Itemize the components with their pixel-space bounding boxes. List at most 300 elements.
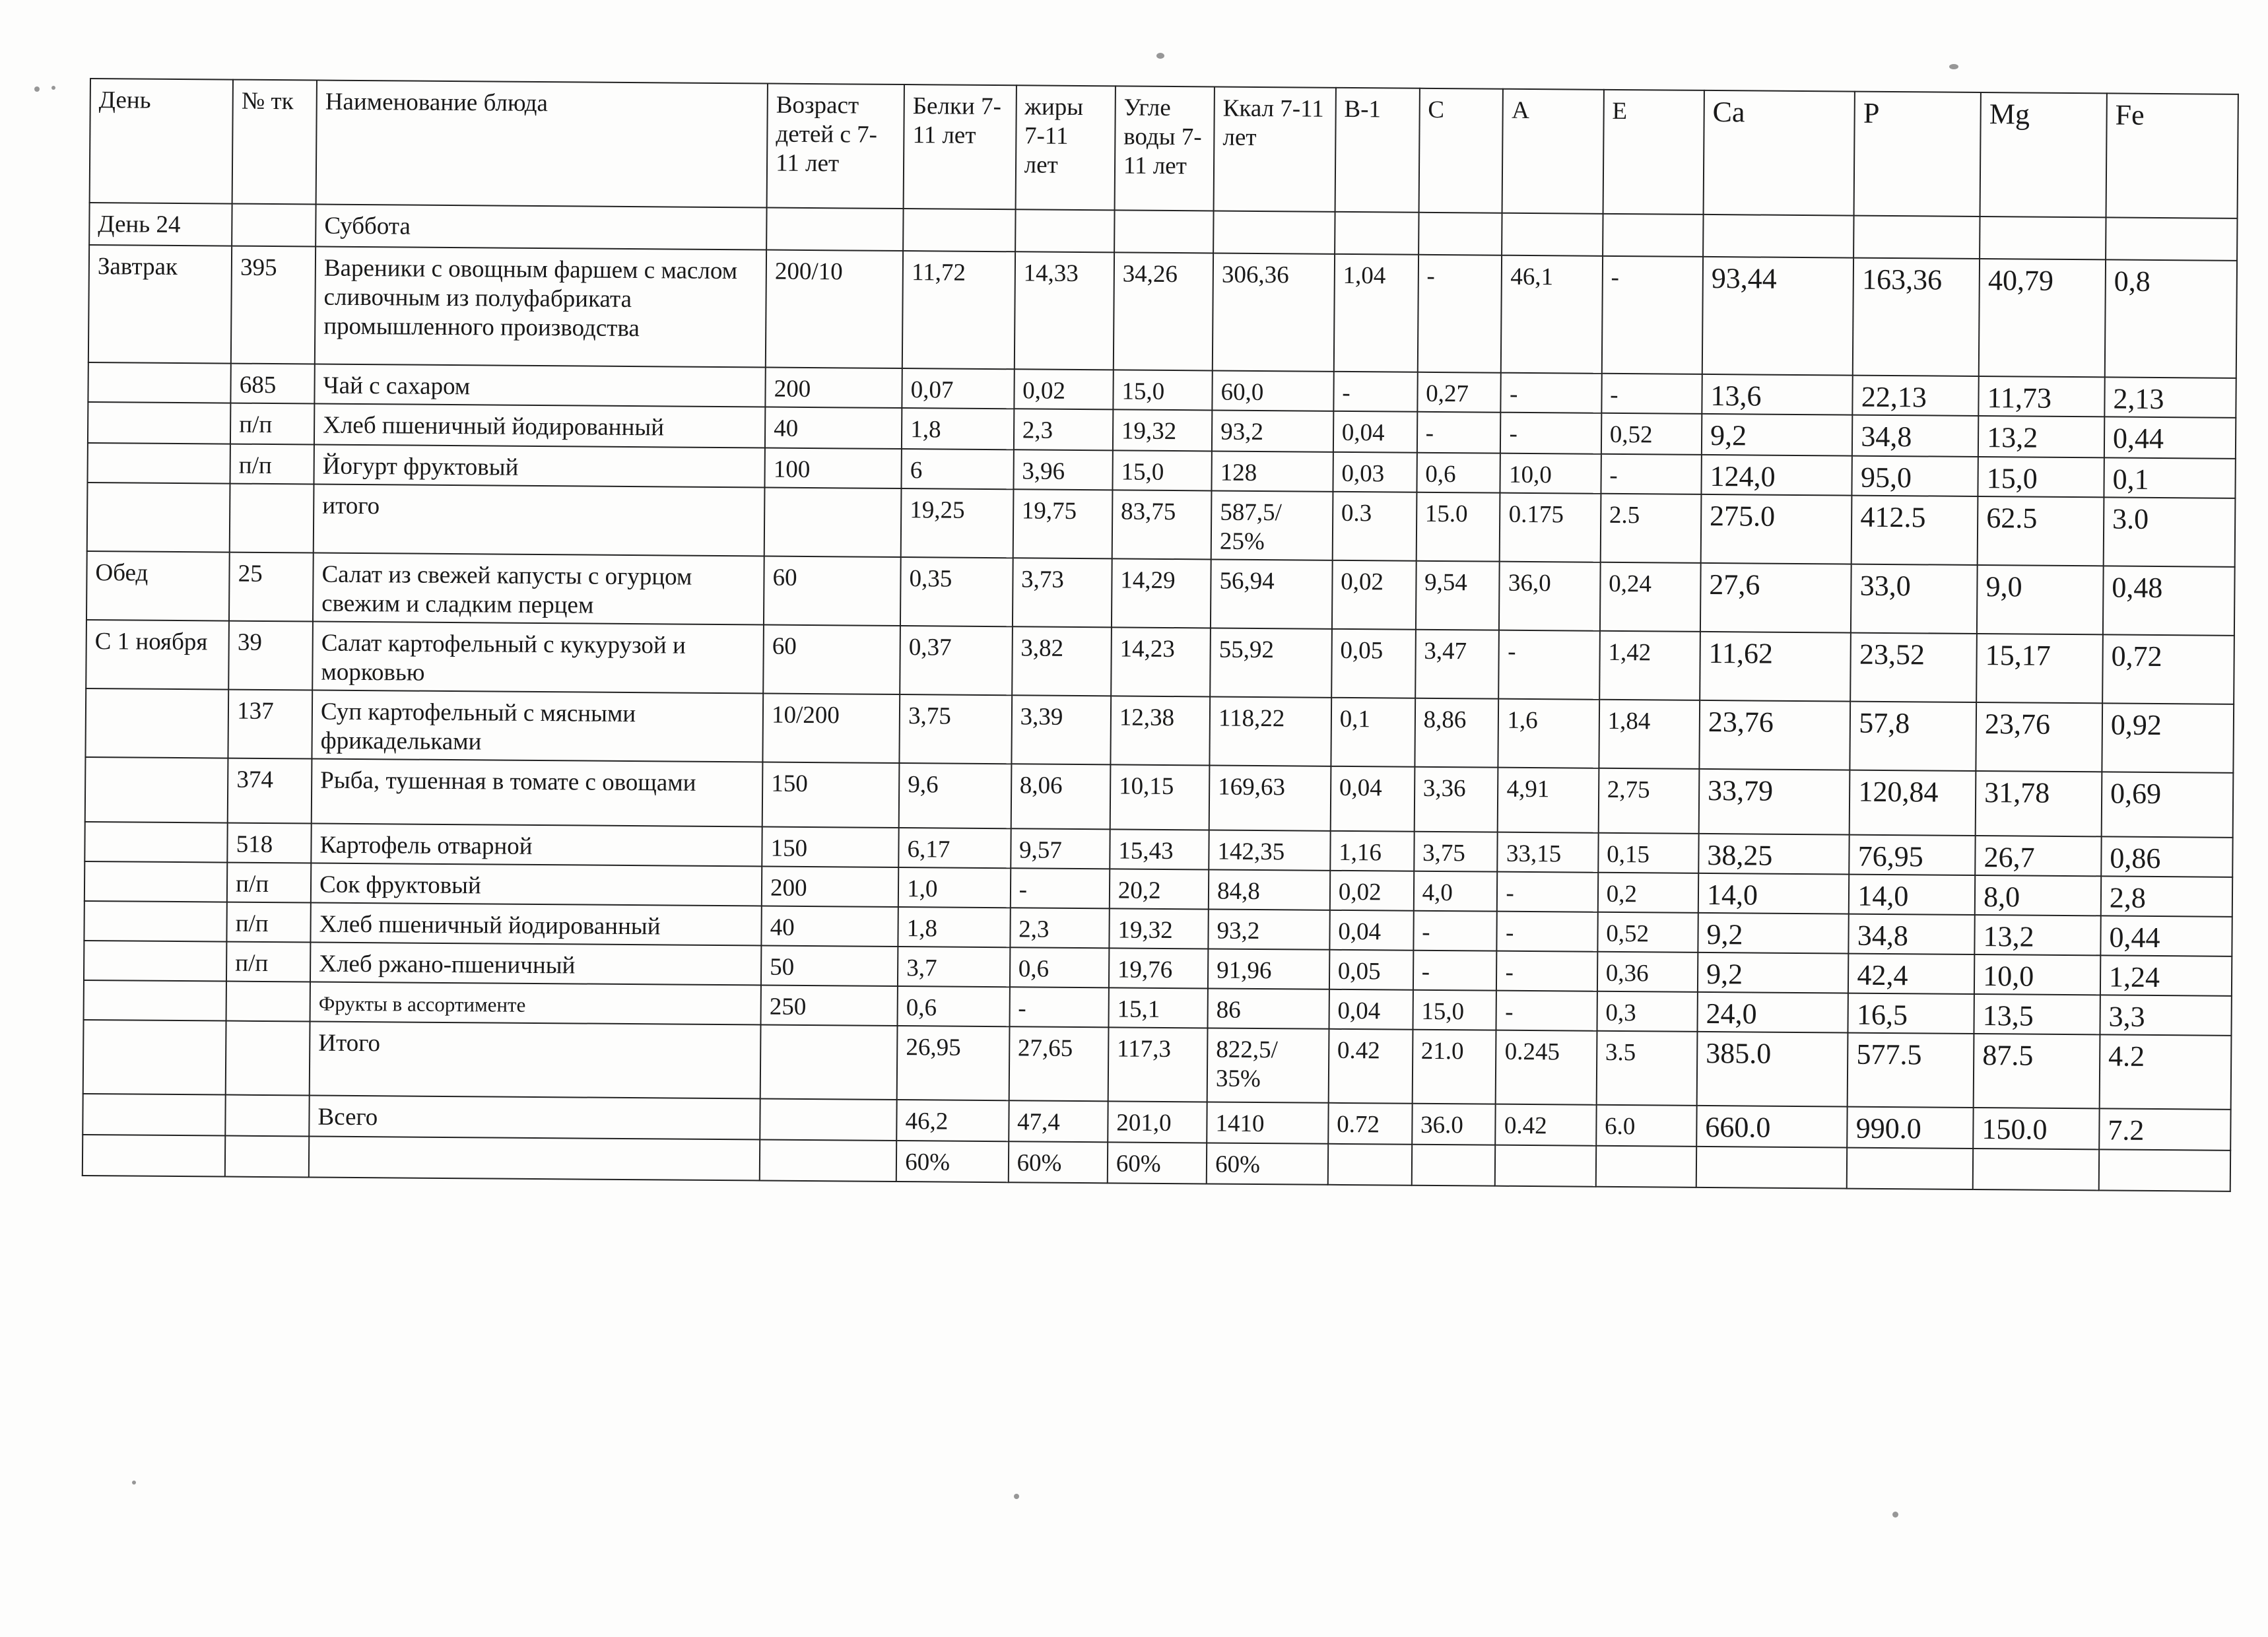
table-cell: 23,52 [1850, 633, 1977, 702]
table-cell: - [1601, 454, 1702, 494]
table-cell: 1,6 [1498, 699, 1599, 768]
table-cell: - [1333, 372, 1417, 412]
table-cell: 91,96 [1208, 949, 1329, 989]
table-cell: 6 [902, 449, 1014, 489]
table-cell: 0,69 [2102, 772, 2234, 837]
table-cell [760, 1024, 898, 1100]
header-cell: Белки 7-11 лет [904, 84, 1017, 209]
table-cell: 577.5 [1848, 1033, 1974, 1108]
table-cell: 9,57 [1011, 828, 1110, 869]
table-cell: 0,02 [1332, 560, 1417, 630]
table-cell: 14,23 [1111, 627, 1211, 696]
table-cell: 27,6 [1700, 563, 1851, 633]
table-cell: Хлеб ржано-пшеничный [310, 942, 761, 985]
table-cell: 124,0 [1701, 455, 1852, 496]
table-cell: 50 [761, 945, 898, 986]
table-cell: 46,2 [896, 1100, 1009, 1141]
header-cell: Возраст детей с 7-11 лет [767, 84, 904, 209]
table-row [88, 245, 2237, 378]
table-cell: 40,79 [1979, 259, 2106, 377]
table-cell: 1,16 [1330, 831, 1414, 871]
table-cell: 9,2 [1698, 952, 1849, 993]
table-cell: 60,0 [1212, 370, 1333, 411]
table-cell [1603, 214, 1704, 257]
table-cell: 3,75 [1414, 832, 1498, 872]
table-cell: 19,32 [1113, 409, 1213, 451]
table-cell [88, 443, 231, 484]
header-row [90, 79, 2238, 218]
table-cell [226, 1021, 310, 1096]
table-cell [85, 757, 228, 823]
table-cell: 0,92 [2102, 703, 2234, 772]
table-cell: - [1499, 630, 1600, 700]
table-cell: 8,0 [1975, 875, 2101, 916]
table-cell: 3,39 [1011, 695, 1111, 764]
table-cell [230, 484, 314, 553]
header-cell: № тк [232, 80, 317, 205]
table-cell: 34,8 [1852, 415, 1978, 457]
table-cell: 19,76 [1109, 948, 1209, 988]
header-cell: Ккал 7-11 лет [1214, 86, 1336, 211]
table-cell: 1,42 [1599, 631, 1700, 700]
table-cell: 46,1 [1501, 255, 1603, 374]
table-cell: 0,52 [1601, 413, 1702, 455]
table-cell [84, 861, 228, 902]
table-cell: 9,2 [1702, 414, 1853, 456]
table-cell [226, 982, 310, 1022]
table-cell: 0,2 [1598, 873, 1699, 913]
table-cell: 84,8 [1209, 869, 1330, 910]
table-cell: 40 [762, 906, 898, 947]
table-cell: 7.2 [2099, 1108, 2231, 1150]
table-cell: 0,02 [1014, 369, 1114, 409]
table-cell: Вареники с овощным фаршем с маслом сливочным из полуфабриката промышленного производства [315, 247, 766, 368]
table-cell: 33,0 [1851, 564, 1978, 634]
table-cell: 83,75 [1112, 490, 1212, 559]
table-cell: п/п [227, 863, 311, 903]
table-cell: 62.5 [1978, 496, 2104, 566]
table-cell: С 1 ноября [86, 620, 229, 690]
header-cell: День [90, 79, 234, 204]
table-cell: 3,7 [898, 947, 1010, 987]
header-cell: Наименование блюда [316, 81, 768, 208]
table-cell: 0.3 [1332, 492, 1417, 561]
table-cell: 4,0 [1413, 871, 1497, 912]
table-cell: Йогурт фруктовый [314, 445, 765, 488]
table-cell: 19,25 [901, 488, 1013, 558]
table-cell: 15,17 [1976, 634, 2103, 703]
table-cell: 1,0 [898, 867, 1011, 908]
table-cell: 15,1 [1108, 987, 1208, 1028]
table-cell: 15,0 [1413, 990, 1496, 1030]
table-cell: 15.0 [1416, 492, 1500, 562]
table-cell: 0,44 [2100, 916, 2232, 956]
table-cell [84, 901, 227, 942]
table-cell [1980, 217, 2106, 259]
table-cell: 163,36 [1853, 258, 1980, 376]
table-cell: 4.2 [2100, 1034, 2232, 1109]
table-cell: 200 [765, 368, 902, 409]
table-cell: 57,8 [1850, 702, 1977, 771]
table-cell: 12,38 [1110, 696, 1210, 765]
table-cell [1847, 1148, 1973, 1189]
table-cell: 0,15 [1598, 833, 1699, 873]
table-cell: - [1496, 991, 1597, 1031]
table-cell: 150 [762, 762, 900, 828]
table-cell: итого [314, 484, 765, 556]
table-cell: 2,8 [2101, 876, 2232, 916]
table-cell: 56,94 [1211, 559, 1332, 628]
table-cell: Картофель отварной [311, 823, 762, 866]
table-cell: 1410 [1207, 1102, 1328, 1143]
table-cell: 11,73 [1978, 376, 2104, 417]
header-cell: жиры 7-11 лет [1015, 85, 1116, 210]
table-cell: Хлеб пшеничный йодированный [310, 902, 761, 945]
table-cell [1703, 215, 1854, 258]
table-cell: 150.0 [1973, 1108, 2099, 1149]
table-cell [225, 1095, 309, 1137]
table-cell: 19,32 [1109, 908, 1209, 949]
table-cell: 0,44 [2104, 417, 2236, 458]
table-cell: 412.5 [1851, 496, 1978, 565]
table-cell: 0,3 [1597, 991, 1698, 1032]
table-cell: 10,0 [1974, 954, 2100, 995]
table-cell [1853, 216, 1980, 259]
table-cell: 95,0 [1852, 456, 1978, 496]
scan-speck [1014, 1494, 1019, 1499]
table-cell: 16,5 [1848, 993, 1974, 1034]
table-cell: 2,13 [2104, 377, 2236, 417]
table-cell: 13,6 [1702, 374, 1853, 415]
table-cell: 142,35 [1209, 830, 1330, 870]
table-cell: 36,0 [1499, 562, 1600, 631]
table-cell [83, 1094, 226, 1136]
table-cell: 9,6 [899, 763, 1011, 828]
table-cell: 0,35 [900, 557, 1013, 626]
header-cell: В-1 [1335, 88, 1419, 213]
table-cell: 60% [1008, 1141, 1108, 1183]
table-cell: 1,8 [898, 907, 1011, 947]
table-cell: - [1009, 987, 1109, 1027]
table-cell: 2,75 [1598, 768, 1699, 834]
table-cell: 587,5/ 25% [1211, 490, 1333, 560]
table-cell: 2.5 [1600, 494, 1701, 563]
table-cell: 6,17 [898, 828, 1011, 868]
table-cell: 0,86 [2101, 836, 2232, 877]
table-cell: 39 [228, 621, 313, 690]
table-cell: - [1413, 951, 1497, 991]
table-cell: 0,8 [2105, 259, 2237, 378]
table-cell: 93,2 [1208, 909, 1329, 949]
table-cell: 42,4 [1848, 954, 1974, 994]
table-cell [1114, 210, 1214, 253]
header-cell: Р [1854, 92, 1981, 217]
table-cell: 87.5 [1974, 1034, 2100, 1108]
table-cell: 169,63 [1209, 765, 1331, 830]
table-cell [309, 1136, 760, 1180]
table-cell: 60% [896, 1141, 1009, 1182]
table-cell [84, 822, 228, 863]
table-cell: - [1500, 413, 1601, 454]
table-cell: 0,04 [1329, 910, 1413, 951]
table-cell: 0,48 [2103, 566, 2235, 635]
table-cell: 374 [228, 758, 312, 824]
table-cell: 0.175 [1500, 493, 1601, 562]
table-cell: - [1417, 412, 1501, 453]
table-cell: 20,2 [1110, 869, 1209, 909]
table-cell: 40 [765, 407, 902, 450]
table-cell: Фрукты в ассортименте [310, 982, 761, 1024]
table-cell: 0.72 [1328, 1103, 1412, 1145]
table-cell: 118,22 [1209, 696, 1331, 766]
table-cell: 518 [227, 823, 311, 863]
table-cell: - [1413, 911, 1497, 951]
table-cell [88, 362, 231, 403]
table-cell: 128 [1212, 451, 1333, 491]
table-cell: Суп картофельный с мясными фрикадельками [312, 690, 763, 762]
table-cell: 3,73 [1013, 558, 1112, 627]
table-cell: 33,79 [1699, 769, 1850, 835]
table-cell: 9,0 [1977, 565, 2104, 634]
table-cell: 2,3 [1014, 409, 1114, 450]
table-cell: День 24 [89, 203, 232, 246]
header-cell: Mg [1980, 92, 2107, 217]
table-cell: 1,8 [902, 408, 1014, 450]
table-cell: Суббота [316, 205, 767, 250]
table-cell: 200/10 [766, 250, 903, 369]
table-cell: 13,2 [1974, 915, 2100, 955]
table-cell [1411, 1145, 1495, 1186]
table-cell: п/п [226, 942, 310, 982]
table-cell: 100 [765, 448, 902, 489]
scan-speck [1892, 1512, 1898, 1518]
table-cell [1495, 1145, 1596, 1187]
table-cell: 395 [231, 246, 316, 364]
table-cell: 150 [762, 826, 898, 867]
table-cell: 306,36 [1213, 253, 1335, 371]
table-cell: 9,2 [1698, 913, 1849, 954]
table-cell: - [1601, 256, 1703, 374]
table-cell [225, 1136, 309, 1178]
table-cell: 0,04 [1329, 989, 1413, 1030]
table-cell [1335, 212, 1418, 255]
table-cell: 0,07 [902, 368, 1015, 409]
table-cell: 11,62 [1700, 632, 1851, 702]
table-cell: 0,02 [1330, 871, 1414, 911]
table-cell: 93,2 [1212, 410, 1333, 451]
table-cell: Хлеб пшеничный йодированный [314, 404, 765, 448]
table-cell: 26,7 [1975, 836, 2101, 876]
header-cell: А [1502, 89, 1604, 214]
table-cell: Обед [86, 551, 230, 621]
table-cell: 0,27 [1417, 372, 1501, 413]
table-cell: 11,72 [902, 251, 1015, 369]
table-cell: 201,0 [1108, 1101, 1207, 1143]
table-cell: 33,15 [1498, 832, 1599, 873]
table-cell: 10/200 [763, 694, 900, 764]
table-cell: 13,5 [1974, 994, 2100, 1034]
table-cell: 76,95 [1850, 835, 1976, 875]
table-cell [766, 208, 904, 251]
header-cell: Са [1704, 90, 1855, 216]
table-cell [1502, 213, 1603, 256]
table-cell: 0.42 [1328, 1029, 1413, 1104]
table-cell: 34,26 [1114, 252, 1214, 370]
table-cell: 0,36 [1597, 952, 1698, 992]
table-cell [2106, 217, 2238, 260]
table-cell: 3,36 [1414, 767, 1498, 832]
scan-speck [1156, 53, 1164, 59]
table-cell: 0,6 [898, 986, 1010, 1026]
table-cell [903, 209, 1015, 251]
table-cell [2099, 1149, 2231, 1191]
table-cell: 990.0 [1848, 1107, 1974, 1149]
table-cell: - [1497, 912, 1598, 952]
table-cell: 385.0 [1697, 1032, 1848, 1107]
table-cell: 86 [1208, 988, 1329, 1028]
table-cell: 275.0 [1701, 494, 1852, 564]
table-cell: 23,76 [1699, 700, 1850, 770]
nutrition-table [82, 78, 2239, 1192]
table-cell: 200 [762, 866, 898, 907]
scan-speck [132, 1481, 136, 1485]
table-cell: 22,13 [1853, 376, 1979, 416]
table-cell [84, 980, 227, 1021]
table-cell [764, 488, 902, 558]
table-cell: Салат из свежей капусты с огурцом свежим и сладким перцем [313, 553, 764, 625]
table-cell: 60 [763, 625, 900, 695]
table-cell: 47,4 [1009, 1100, 1108, 1142]
table-cell: - [1497, 872, 1598, 912]
table-cell: 36.0 [1412, 1104, 1496, 1145]
table-cell: - [1417, 255, 1502, 373]
table-cell [1973, 1149, 2099, 1190]
table-cell: 0,03 [1333, 452, 1417, 492]
header-cell: С [1418, 88, 1503, 213]
table-cell [232, 204, 316, 247]
table-cell: - [1601, 374, 1702, 414]
table-cell [1213, 211, 1335, 253]
table-cell: 1,04 [1334, 254, 1418, 372]
table-cell: 14,0 [1849, 875, 1975, 915]
scan-speck [51, 86, 55, 90]
table-cell: Чай с сахаром [314, 364, 765, 407]
table-cell: 14,29 [1112, 558, 1211, 628]
table-cell [85, 688, 228, 758]
table-cell: 0,6 [1010, 947, 1110, 987]
table-cell: 660.0 [1696, 1106, 1848, 1148]
header-cell: Е [1603, 90, 1704, 215]
table-cell: Рыба, тушенная в томате с овощами [312, 758, 763, 826]
table-cell: 21.0 [1412, 1030, 1496, 1104]
table-cell: 120,84 [1850, 770, 1976, 836]
table-cell [1418, 213, 1502, 255]
table-cell: 60% [1108, 1142, 1207, 1184]
table-cell: 93,44 [1702, 257, 1854, 376]
table-cell: 26,95 [897, 1026, 1009, 1100]
table-cell: 10,0 [1500, 453, 1601, 494]
table-cell: Завтрак [88, 245, 232, 364]
table-cell [1595, 1146, 1696, 1187]
table-cell: Итого [310, 1021, 761, 1098]
table-cell: 15,0 [1113, 370, 1213, 410]
table-cell: 3,82 [1012, 626, 1112, 696]
table-cell: 23,76 [1976, 702, 2103, 772]
table-cell [760, 1098, 896, 1141]
table-cell: 685 [231, 364, 315, 404]
table-cell: Салат картофельный с кукурузой и морковью [312, 621, 764, 693]
table-cell: 0,37 [900, 626, 1012, 695]
table-cell: 10,15 [1110, 764, 1210, 830]
table-cell [1015, 209, 1115, 252]
table-cell: 0,04 [1333, 411, 1417, 453]
table-cell: п/п [230, 403, 314, 445]
table-cell: 0,1 [2104, 457, 2235, 498]
table-cell: 137 [228, 690, 313, 759]
table-cell: 0,72 [2102, 634, 2234, 704]
table-cell: - [1010, 868, 1110, 908]
table-cell: 34,8 [1849, 914, 1975, 954]
table-cell: 2,3 [1010, 908, 1110, 948]
table-cell: 24,0 [1697, 992, 1848, 1033]
table-cell [760, 1139, 896, 1182]
table-cell: 31,78 [1976, 771, 2102, 836]
table-cell: 15,0 [1978, 457, 2104, 497]
table-cell: 3,75 [900, 694, 1012, 764]
table-cell: 0,6 [1417, 453, 1500, 493]
table-cell: 3,96 [1013, 450, 1113, 490]
table-cell: 822,5/ 35% [1207, 1028, 1329, 1102]
table-cell: 60% [1207, 1143, 1328, 1184]
table-cell: 15,43 [1110, 829, 1209, 869]
table-cell: 1,84 [1599, 700, 1700, 769]
nutrition-table-sheet [82, 78, 2239, 1192]
table-cell: 8,06 [1011, 764, 1110, 829]
table-cell: 6.0 [1596, 1105, 1697, 1147]
table-cell: 38,25 [1698, 834, 1850, 875]
table-cell: 60 [764, 556, 901, 626]
table-cell: - [1501, 373, 1602, 413]
table-cell: 15,0 [1112, 450, 1212, 490]
table-cell: 3,3 [2100, 995, 2231, 1035]
table-cell: 0,24 [1600, 562, 1701, 632]
table-cell: 19,75 [1013, 489, 1112, 558]
table-cell: 55,92 [1210, 628, 1331, 697]
table-cell: 250 [761, 985, 898, 1026]
table-cell [1328, 1144, 1412, 1186]
table-cell: 14,33 [1014, 251, 1114, 370]
table-cell: 4,91 [1498, 768, 1599, 833]
scan-speck [1949, 64, 1958, 69]
scan-speck [34, 86, 40, 92]
table-cell [83, 1135, 226, 1177]
table-cell: - [1496, 951, 1597, 991]
table-cell: 0,05 [1329, 950, 1413, 990]
table-cell: 3.5 [1596, 1031, 1697, 1106]
table-cell [88, 402, 231, 444]
table-cell: 0,52 [1597, 912, 1698, 952]
table-cell: 1,24 [2100, 955, 2232, 995]
table-cell: п/п [230, 444, 314, 484]
table-cell [84, 941, 227, 982]
table-cell: 25 [229, 552, 314, 622]
table-cell: 3,47 [1415, 630, 1500, 699]
header-cell: Fe [2106, 93, 2238, 218]
table-cell: п/п [227, 902, 311, 943]
table-cell [87, 483, 230, 552]
table-cell: 14,0 [1698, 873, 1850, 914]
table-cell: 27,65 [1009, 1026, 1108, 1101]
